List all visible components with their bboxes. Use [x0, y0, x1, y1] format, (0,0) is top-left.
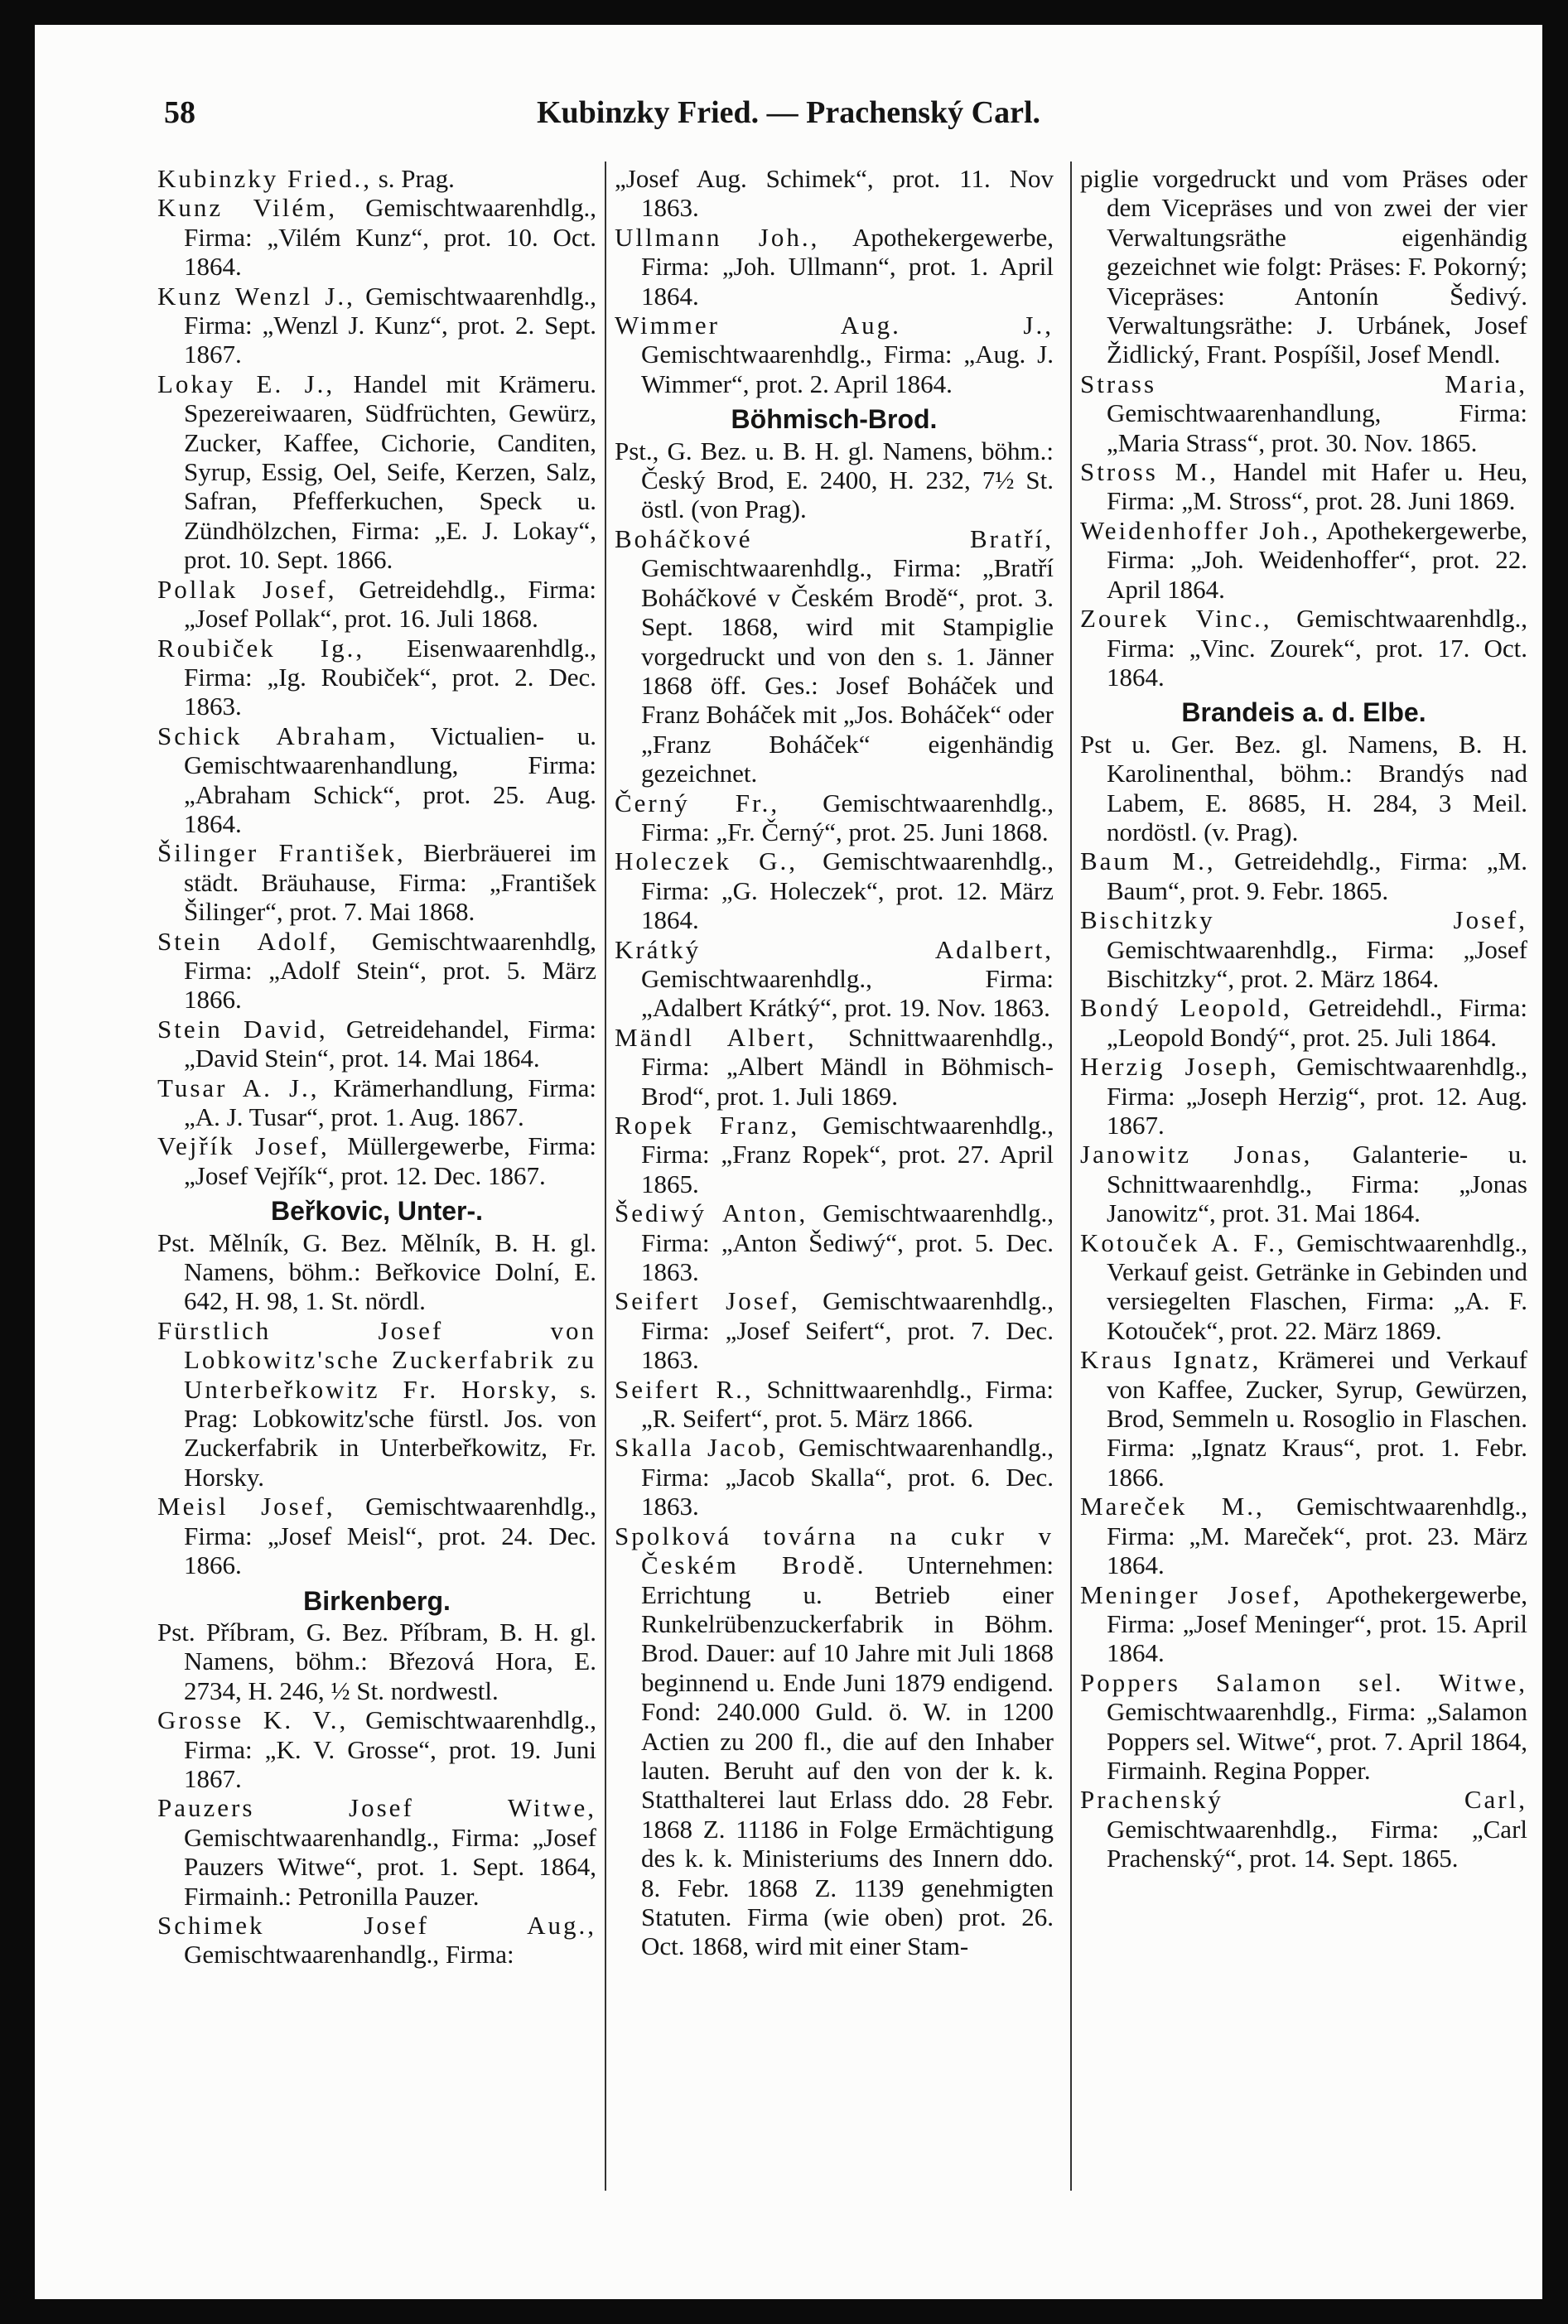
entry-name: Skalla Jacob, [615, 1433, 788, 1463]
entry-name: Ropek Franz, [615, 1111, 800, 1140]
entry-text: Apothekergewerbe, Firma: „Joh. Ullmann“, prot. 1. April 1864. [641, 222, 1054, 311]
directory-entry [615, 223, 1054, 311]
entry-text: s. Prag: Lobkowitz'sche fürstl. Jos. von Zuckerfabrik in Unterbeřkowitz, Fr. Horsky. [184, 1374, 596, 1492]
document-page [35, 25, 1542, 2299]
entry-name: Poppers Salamon sel. Witwe, [1080, 1667, 1527, 1697]
entry-name: Herzig Joseph, [1080, 1052, 1279, 1082]
entry-name: Lokay E. J., [157, 369, 335, 398]
town-heading: Beřkovic, Unter-. [270, 1196, 484, 1227]
column-rule [605, 162, 606, 2191]
entry-text: Gemischtwaarenhdlg., Verkauf geist. Getränke in Gebinden und versiegelten Flaschen, Firma: „A. F. Kotouček“, prot. 22. März 1869. [1107, 1227, 1527, 1345]
directory-entry [157, 164, 596, 193]
column-middle [615, 164, 1054, 2268]
entry-text: Gemischtwaarenhdlg., Firma: „M. Mareček“, prot. 23. März 1864. [1107, 1492, 1527, 1580]
entry-text: Gemischtwaarenhandlg., Firma: [184, 1940, 514, 1970]
directory-entry [1080, 1052, 1527, 1140]
entry-text: Gemischtwaarenhdlg., Firma: „Wenzl J. Kunz“, prot. 2. Sept. 1867. [184, 281, 596, 369]
entry-text: Schnittwaarenhdlg., Firma: „Albert Mändl in Böhmisch-Brod“, prot. 1. Juli 1869. [641, 1022, 1054, 1111]
directory-entry [157, 1911, 596, 1970]
town-heading: Birkenberg. [303, 1585, 451, 1616]
page-number: 58 [164, 95, 195, 130]
entry-text: Pst. Příbram, G. Bez. Příbram, B. H. gl. Namens, böhm.: Březová Hora, E. 2734, H. 246, ½ St. nordwestl. [157, 1617, 596, 1705]
entry-name: Prachenský Carl, [1080, 1785, 1527, 1815]
entry-text: s. Prag. [371, 164, 455, 193]
entry-name: Schimek Josef Aug., [157, 1910, 596, 1940]
entry-name: Baum M., [1080, 846, 1216, 876]
entry-text: Müllergewerbe, Firma: „Josef Vejřík“, prot. 12. Dec. 1867. [184, 1131, 596, 1190]
entry-name: Kotouček A. F., [1080, 1227, 1286, 1257]
directory-entry [1080, 1580, 1527, 1668]
directory-entry [157, 1793, 596, 1911]
entry-name: Krátký Adalbert, [615, 934, 1054, 964]
entry-name: Holeczek G., [615, 846, 798, 876]
entry-name: Wimmer Aug. J., [615, 311, 1054, 340]
entry-text: Gemischtwaarenhdlg., Firma: „Fr. Černý“, prot. 25. Juni 1868. [641, 788, 1054, 846]
entry-name: Stross M., [1080, 457, 1218, 487]
directory-entry [157, 1618, 596, 1705]
entry-text: Galanterie- u. Schnittwaarenhdlg., Firma: „Jonas Janowitz“, prot. 31. Mai 1864. [1107, 1140, 1527, 1228]
directory-entry [1080, 846, 1527, 905]
directory-entry [157, 575, 596, 634]
directory-entry [615, 311, 1054, 398]
entry-text: Gemischtwaarenhdlg., Firma: „Joseph Herzig“, prot. 12. Aug. 1867. [1107, 1052, 1527, 1140]
entry-name: Bondý Leopold, [1080, 993, 1292, 1023]
entry-text: Bierbräuerei im städt. Bräuhause, Firma: „František Šilinger“, prot. 7. Mai 1868. [184, 838, 596, 927]
directory-entry [1080, 993, 1527, 1052]
entry-text: Getreidehdlg., Firma: „M. Baum“, prot. 9. Febr. 1865. [1107, 846, 1527, 905]
entry-name: Černý Fr., [615, 788, 780, 817]
directory-entry [615, 1023, 1054, 1111]
entry-text: Apothekergewerbe, Firma: „Joh. Weidenhoffer“, prot. 22. April 1864. [1107, 515, 1527, 604]
entry-name: Schick Abraham, [157, 721, 398, 750]
directory-entry [615, 846, 1054, 934]
entry-name: Zourek Vinc., [1080, 604, 1272, 634]
entry-text: Gemischtwaarenhandlg., Firma: „Josef Pauzers Witwe“, prot. 1. Sept. 1864, Firmainh.: Petronilla Pauzer. [184, 1822, 596, 1911]
directory-entry [1080, 369, 1527, 457]
entry-text: Unternehmen: Errichtung u. Betrieb einer Runkelrübenzuckerfabrik in Böhm. Brod. Dauer: auf 10 Jahre mit Juli 1868 beginnend u. Ende Juni 1879 endigend. Fond: 240.000 Guld. ö. W. in 1200 Actien zu 200 fl., die auf den Inhaber lauten. Beruht auf den von der k. k. Statthalterei laut Erlass ddo. 28 Febr. 1868 Z. 11186 in Folge Ermächtigung des k. k. Ministeriums des Innern ddo. 8. Febr. 1868 Z. 1139 genehmigten Statuten. Firma (wie oben) prot. 26. Oct. 1868, wird mit einer Stam- [641, 1550, 1054, 1961]
directory-entry [615, 524, 1054, 788]
entry-text: Gemischtwaarenhdlg., Firma: „K. V. Grosse“, prot. 19. Juni 1867. [184, 1705, 596, 1793]
directory-entry [1080, 604, 1527, 692]
entry-text: Gemischtwaarenhdlg., Firma: „Anton Šediwý“, prot. 5. Dec. 1863. [641, 1198, 1054, 1287]
directory-entry [157, 1492, 596, 1579]
entry-text: Eisenwaarenhdlg., Firma: „Ig. Roubiček“, prot. 2. Dec. 1863. [184, 633, 596, 721]
entry-text: Gemischtwaarenhdlg., Firma: „Adalbert Krátký“, prot. 19. Nov. 1863. [641, 963, 1054, 1023]
entry-text: Gemischtwaarenhandlg., Firma: „Jacob Skalla“, prot. 6. Dec. 1863. [641, 1433, 1054, 1521]
entry-text: Pst. Mělník, G. Bez. Mělník, B. H. gl. Namens, böhm.: Beřkovice Dolní, E. 642, H. 98, 1. St. nördl. [157, 1227, 596, 1316]
running-head: Kubinzky Fried. — Prachenský Carl. [536, 95, 1041, 130]
entry-name: Seifert Josef, [615, 1286, 800, 1316]
entry-name: Stein David, [157, 1014, 328, 1044]
entry-text: Gemischtwaarenhdlg., Firma: „Aug. J. Wimmer“, prot. 2. April 1864. [641, 340, 1054, 398]
town-heading: Brandeis a. d. Elbe. [1181, 697, 1426, 728]
entry-name: Spolková továrna na cukr v Českém Brodě. [615, 1521, 1054, 1580]
directory-entry [157, 193, 596, 281]
entry-name: Vejřík Josef, [157, 1131, 330, 1161]
entry-text: Handel mit Krämeru. Spezereiwaaren, Südfrüchten, Gewürz, Zucker, Kaffee, Cichorie, Canditen, Syrup, Essig, Oel, Seife, Kerzen, Salz, Safran, Pfefferkuchen, Speck u. Zündhölzchen, Firma: „E. J. Lokay“, prot. 10. Sept. 1866. [184, 369, 596, 575]
directory-entry [157, 1316, 596, 1492]
directory-entry [1080, 1492, 1527, 1579]
entry-text: Getreidehdlg., Firma: „Josef Pollak“, prot. 16. Juli 1868. [184, 574, 596, 634]
directory-entry [615, 788, 1054, 847]
entry-text: Gemischtwaarenhdlg., Firma: „Franz Ropek“, prot. 27. April 1865. [641, 1111, 1054, 1198]
directory-entry [1080, 1668, 1527, 1786]
directory-entry [615, 1286, 1054, 1374]
directory-entry [615, 1375, 1054, 1434]
entry-text: Handel mit Hafer u. Heu, Firma: „M. Stross“, prot. 28. Juni 1869. [1107, 457, 1527, 516]
entry-text: Krämerei und Verkauf von Kaffee, Zucker, Syrup, Gewürzen, Brod, Semmeln u. Rosoglio in Flaschen. Firma: „Ignatz Kraus“, prot. 1. Febr. 1866. [1107, 1345, 1527, 1492]
entry-name: Mareček M., [1080, 1492, 1265, 1521]
column-rule [1070, 162, 1072, 2191]
directory-entry [157, 1705, 596, 1793]
entry-text: Gemischtwaarenhdlg., Firma: „Carl Prachenský“, prot. 14. Sept. 1865. [1107, 1814, 1527, 1873]
directory-entry [1080, 905, 1527, 993]
entry-text: Gemischtwaarenhdlg., Firma: „Bratří Boháčkové v Českém Brodě“, prot. 3. Sept. 1868, wird mit Stampiglie vorgedruckt und von den s. 1. Jänner 1868 öff. Ges.: Josef Boháček und Franz Boháček mit „Jos. Boháček“ oder „Franz Boháček“ eigenhändig gezeichnet. [641, 553, 1054, 788]
directory-entry [615, 1198, 1054, 1286]
directory-entry [1080, 1140, 1527, 1227]
entry-text: piglie vorgedruckt und vom Präses oder dem Vicepräses und von zwei der vier Verwaltungsräthe eigenhändig gezeichnet wie folgt: Präses: F. Pokorný; Vicepräses: Antonín Šedivý. Verwaltungsräthe: J. Urbánek, Josef Židlický, Frant. Pospíšil, Josef Mendl. [1080, 164, 1527, 369]
entry-name: Ullmann Joh., [615, 222, 820, 252]
entry-text: Apothekergewerbe, Firma: „Josef Meninger“, prot. 15. April 1864. [1107, 1579, 1527, 1668]
entry-name: Mändl Albert, [615, 1022, 817, 1052]
entry-name: Pauzers Josef Witwe, [157, 1793, 596, 1823]
entry-name: Kraus Ignatz, [1080, 1345, 1262, 1375]
entry-name: Weidenhoffer Joh., [1080, 515, 1321, 545]
directory-entry [615, 1521, 1054, 1961]
directory-entry [157, 1015, 596, 1073]
directory-entry [1080, 1785, 1527, 1873]
directory-entry [615, 1433, 1054, 1521]
entry-text: Gemischtwaarenhdlg., Firma: „Vilém Kunz“, prot. 10. Oct. 1864. [184, 193, 596, 282]
directory-entry [1080, 1345, 1527, 1492]
entry-name: Tusar A. J., [157, 1073, 320, 1102]
directory-entry [157, 721, 596, 839]
entry-text: Gemischtwaarenhdlg., Firma: „Vinc. Zourek“, prot. 17. Oct. 1864. [1107, 604, 1527, 692]
entry-text: Gemischtwaarenhdlg., Firma: „Josef Bischitzky“, prot. 2. März 1864. [1107, 934, 1527, 993]
directory-entry [157, 634, 596, 721]
entry-text: Victualien- u. Gemischtwaarenhandlung, Firma: „Abraham Schick“, prot. 25. Aug. 1864. [184, 721, 596, 838]
entry-text: Getreidehdl., Firma: „Leopold Bondý“, prot. 25. Juli 1864. [1107, 993, 1527, 1052]
entry-text: Getreidehandel, Firma: „David Stein“, prot. 14. Mai 1864. [184, 1014, 596, 1073]
entry-name: Pollak Josef, [157, 574, 337, 604]
directory-entry [615, 935, 1054, 1023]
entry-name: Kubinzky Fried., [157, 164, 372, 193]
directory-entry [1080, 1228, 1527, 1346]
entry-text: Pst., G. Bez. u. B. H. gl. Namens, böhm.: Český Brod, E. 2400, H. 232, 7½ St. östl. (von Prag). [615, 436, 1054, 524]
entry-text: Gemischtwaarenhandlung, Firma: „Maria Strass“, prot. 30. Nov. 1865. [1107, 398, 1527, 457]
directory-entry [1080, 457, 1527, 516]
directory-entry [157, 1073, 596, 1132]
entry-name: Bischitzky Josef, [1080, 905, 1527, 935]
entry-name: Meninger Josef, [1080, 1579, 1302, 1609]
entry-text: Gemischtwaarenhdlg., Firma: „G. Holeczek“, prot. 12. März 1864. [641, 846, 1054, 935]
directory-entry [1080, 730, 1527, 847]
directory-entry [615, 164, 1054, 223]
directory-entry [157, 369, 596, 575]
town-heading: Böhmisch-Brod. [731, 404, 938, 435]
entry-name: Strass Maria, [1080, 369, 1527, 398]
directory-entry [157, 1228, 596, 1316]
column-right [1080, 164, 1527, 2268]
entry-name: Janowitz Jonas, [1080, 1140, 1313, 1169]
directory-entry [157, 838, 596, 926]
entry-name: Roubiček Ig., [157, 633, 365, 663]
directory-entry [157, 282, 596, 369]
entry-name: Meisl Josef, [157, 1492, 335, 1521]
entry-text: Gemischtwaarenhdlg, Firma: „Adolf Stein“, prot. 5. März 1866. [184, 926, 596, 1015]
entry-name: Kunz Wenzl J., [157, 281, 355, 311]
entry-text: Krämerhandlung, Firma: „A. J. Tusar“, prot. 1. Aug. 1867. [184, 1073, 596, 1131]
entry-text: Gemischtwaarenhdlg., Firma: „Josef Seifert“, prot. 7. Dec. 1863. [641, 1286, 1054, 1375]
entry-name: Stein Adolf, [157, 926, 339, 956]
column-left [157, 164, 596, 2268]
entry-name: Šilinger František, [157, 838, 406, 868]
directory-entry [1080, 516, 1527, 604]
entry-text: Gemischtwaarenhdlg., Firma: „Josef Meisl“, prot. 24. Dec. 1866. [184, 1492, 596, 1580]
directory-entry [157, 1131, 596, 1190]
entry-text: Schnittwaarenhdlg., Firma: „R. Seifert“, prot. 5. März 1866. [641, 1374, 1054, 1434]
directory-entry [615, 1111, 1054, 1198]
directory-entry [615, 436, 1054, 524]
entry-name: Grosse K. V., [157, 1705, 349, 1735]
entry-name: Kunz Vilém, [157, 193, 338, 223]
page-header [35, 83, 1542, 141]
directory-entry [1080, 164, 1527, 369]
entry-name: Boháčkové Bratří, [615, 523, 1054, 553]
entry-text: Gemischtwaarenhdlg., Firma: „Salamon Poppers sel. Witwe“, prot. 7. April 1864, Firmainh. Regina Popper. [1107, 1697, 1527, 1785]
directory-entry [157, 927, 596, 1015]
entry-text: Pst u. Ger. Bez. gl. Namens, B. H. Karolinenthal, böhm.: Brandýs nad Labem, E. 8685, H. 284, 3 Meil. nordöstl. (v. Prag). [1080, 729, 1527, 846]
entry-name: Fürstlich Josef von Lobkowitz'sche Zuckerfabrik zu Unterbeřkowitz Fr. Horsky, [157, 1315, 596, 1404]
entry-text: „Josef Aug. Schimek“, prot. 11. Nov 1863. [615, 164, 1054, 223]
entry-name: Šediwý Anton, [615, 1198, 808, 1228]
entry-name: Seifert R., [615, 1374, 754, 1404]
